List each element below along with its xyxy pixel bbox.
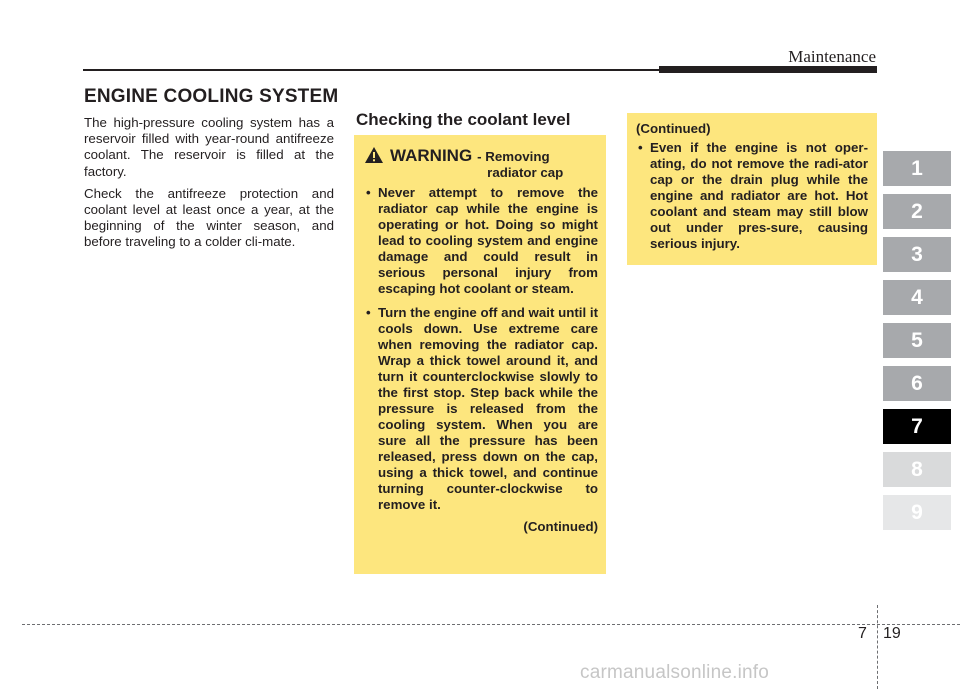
chapter-tab-3: 3 [883, 237, 951, 272]
chapter-tab-2: 2 [883, 194, 951, 229]
warning-topic-line: radiator cap [487, 165, 564, 180]
watermark: carmanualsonline.info [580, 662, 770, 683]
warning-topic-line: - Removing [477, 149, 550, 164]
intro-text [84, 115, 334, 257]
chapter-tab-6: 6 [883, 366, 951, 401]
continued-bullets [636, 140, 868, 252]
footer-divider [877, 605, 878, 689]
chapter-tab-1: 1 [883, 151, 951, 186]
paragraph: The high-pressure cooling system has a reservoir filled with year-round antifreeze coolant. The reservoir is filled at the factory. [84, 115, 334, 179]
chapter-tab-5: 5 [883, 323, 951, 358]
page-number: 19 [883, 625, 901, 642]
chapter-tab-8: 8 [883, 452, 951, 487]
continued-bullet: • Even if the engine is not oper-ating, do not remove the radi-ator cap or the drain plug while the engine and radiator are hot. Hot coolant and steam may still blow out under pres-sure, causing serious injury. [636, 140, 868, 252]
warning-triangle-icon [364, 146, 384, 164]
running-header: Maintenance [788, 47, 876, 66]
continued-label: (Continued) [636, 121, 711, 136]
paragraph: Check the antifreeze protection and coolant level at least once a year, at the beginning of the winter season, and before traveling to a colder cli-mate. [84, 185, 334, 250]
subheading: Checking the coolant level [356, 110, 571, 129]
continued-note: (Continued) [523, 519, 598, 534]
warning-word: WARNING [390, 146, 473, 165]
warning-bullet: • Turn the engine off and wait until it cools down. Use extreme care when removing the radiator cap. Wrap a thick towel around it, and turn it counterclockwise slowly to the first stop. Step back while the pressure is released from the cooling system. When you are sure all the pressure has been released, press down on the cap, using a thick towel, and continue turning counter-clockwise to remove it. [364, 305, 598, 513]
page-chapter-number: 7 [858, 625, 867, 642]
warning-box [354, 135, 606, 574]
chapter-tab-7: 7 [883, 409, 951, 444]
warning-bullets [364, 185, 598, 513]
header-rule [83, 69, 659, 71]
chapter-tabs [883, 151, 951, 538]
warning-topic [477, 149, 563, 181]
continued-warning-box [627, 113, 877, 265]
chapter-tab-4: 4 [883, 280, 951, 315]
chapter-tab-9: 9 [883, 495, 951, 530]
warning-header [364, 146, 598, 181]
warning-bullet: • Never attempt to remove the radiator cap while the engine is operating or hot. Doing so might lead to cooling system and engine damage and could result in serious personal injury from escaping hot coolant or steam. [364, 185, 598, 297]
footer-rule [22, 624, 960, 625]
section-title: ENGINE COOLING SYSTEM [84, 86, 339, 107]
header-rule-accent [659, 66, 877, 73]
